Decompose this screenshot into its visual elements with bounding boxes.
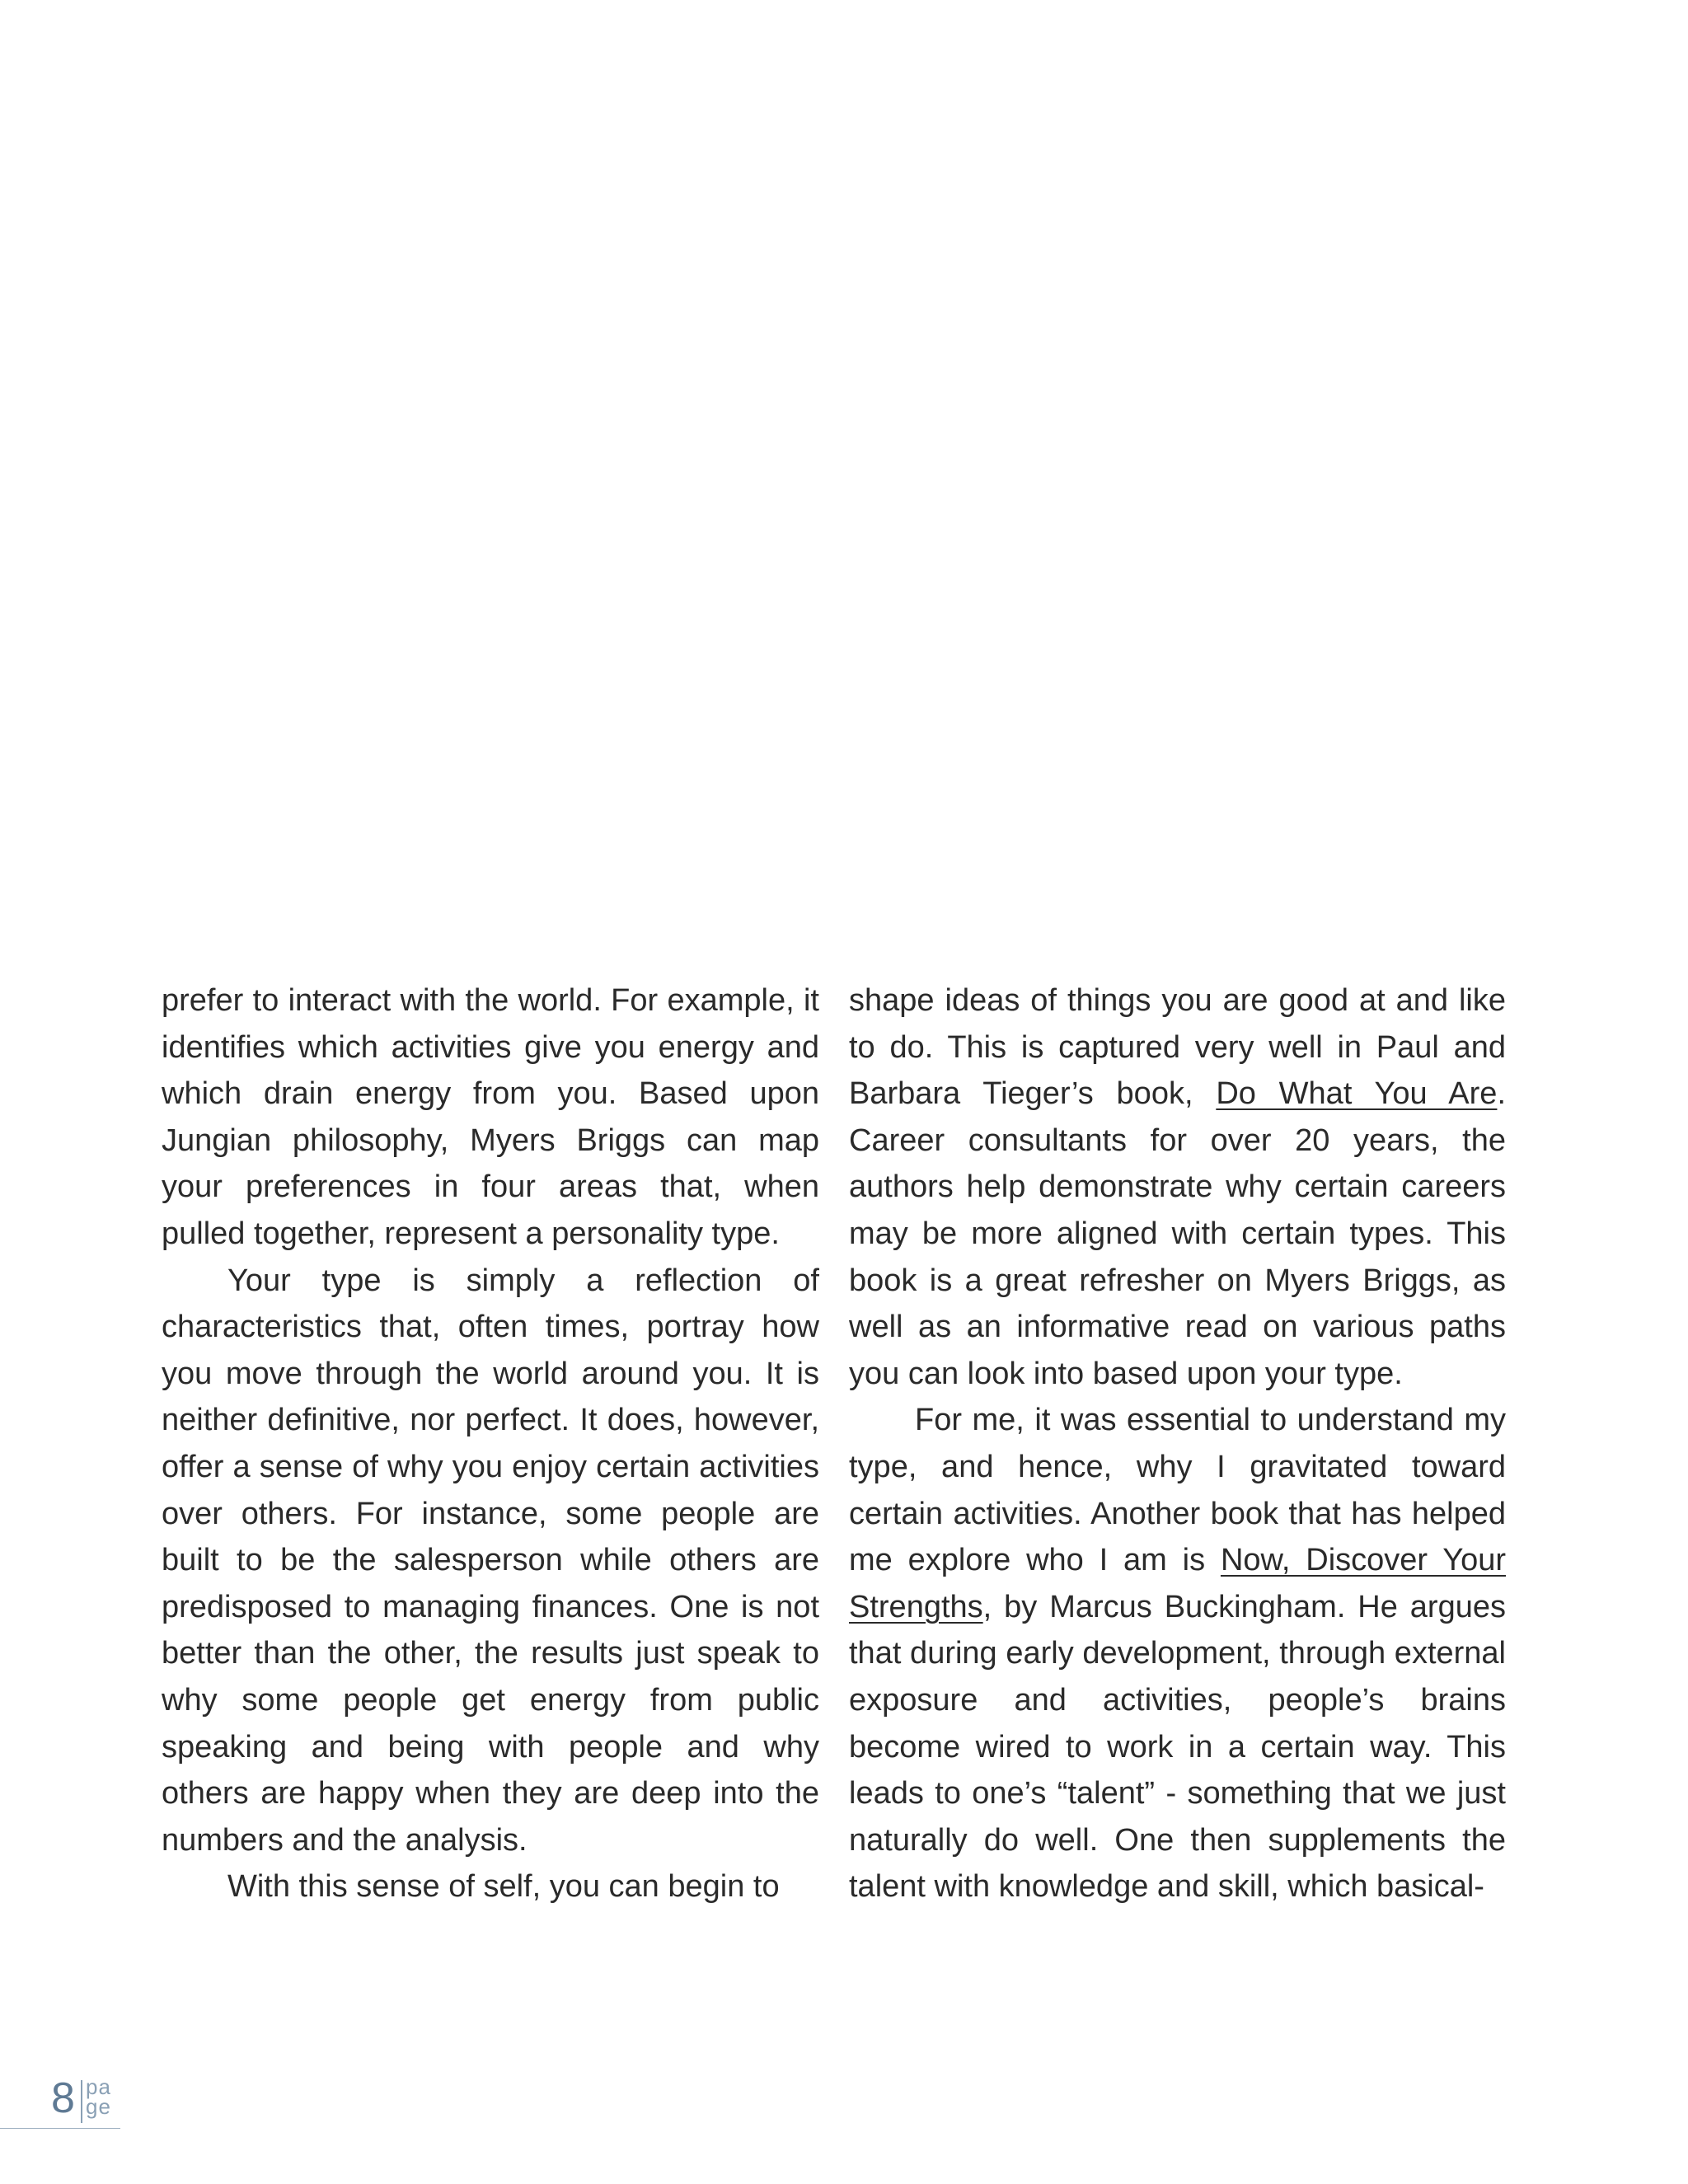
paragraph-text: shape ideas of things you are good at and like to do. This is captured very well in Paul and Barbara Tieger’s book, [849,983,1506,1112]
folio-rule [0,2128,120,2129]
folio-label-bottom: ge [86,2094,111,2119]
page-number: 8 [51,2074,75,2122]
paragraph [849,977,1506,1397]
paragraph-text: , by Marcus Buckingham. He argues that during early development, through external exposure and activities, people’s brains become wired to work in a certain way. This leads to one’s “talent” - something that we just naturally do well. One then supplements the talent with knowledge and skill, which basical- [849,1589,1506,1905]
paragraph [849,1397,1506,1910]
book-title-now-discover-your-strengths: Now, Discover Your Strengths [849,1543,1507,1624]
paragraph: prefer to interact with the world. For example, it identifies which activities give you energy and which drain energy from you. Based upon Jungian philosophy, Myers Briggs can map your preferences in four areas that, when pulled together, represent a personality type. [162,983,819,1251]
right-text-column [849,977,1506,1910]
paragraph-text: For me, it was essential to understand my type, and hence, why I gravitated toward certain activities. Another book that has helped me explore who I am is [849,1403,1506,1578]
paragraph: Your type is simply a reflection of characteristics that, often times, portray how you move through the world around you. It is neither definitive, nor perfect. It does, however, offer a sense of why you enjoy certain activities over others. For instance, some people are built to be the salesperson while others are predisposed to managing finances. One is not better than the other, the results just speak to why some people get energy from public speaking and being with people and why others are happy when they are deep into the numbers and the analysis. [162,1263,819,1858]
paragraph-text: . Career consultants for over 20 years, the authors help demonstrate why certain careers may be more aligned with certain types. This book is a great refresher on Myers Briggs, as well as an informative read on various paths you can look into based upon your type. [849,1076,1506,1391]
paragraph: With this sense of self, you can begin to [227,1869,780,1905]
left-text-column [162,977,819,1910]
folio-label-top: pa [86,2074,111,2099]
book-title-do-what-you-are: Do What You Are [1216,1076,1498,1112]
folio-label [86,2074,111,2119]
folio-divider [81,2080,82,2123]
